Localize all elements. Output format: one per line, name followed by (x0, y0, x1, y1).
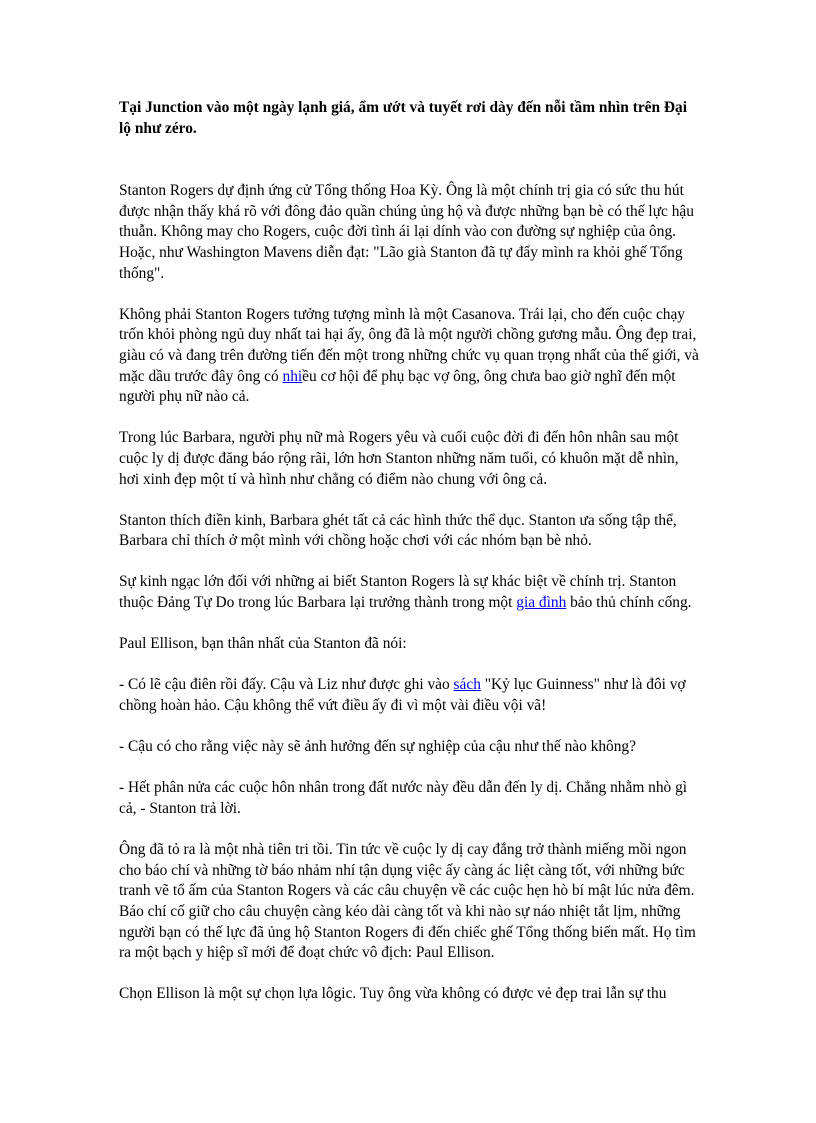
link-sach[interactable]: sách (453, 676, 481, 694)
paragraph-5 (119, 572, 699, 613)
paragraph-2 (119, 305, 699, 408)
link-gia-dinh[interactable]: gia đình (516, 594, 567, 612)
paragraph-7-text-before: - Có lẽ cậu điên rồi đấy. Cậu và Liz như được ghi vào (119, 676, 454, 694)
paragraph-2-text-before: Không phải Stanton Rogers tưởng tượng mình là một Casanova. Trái lại, cho đến cuộc chạy trốn khỏi phòng ngủ duy nhất tai hại ấy, ông đã là một người chồng gương mẫu. Ông đẹp trai, giàu có và đang trên đường tiến đến một trong những chức vụ quan trọng nhất của thế giới, và mặc dầu trước đây ông có (119, 305, 699, 385)
paragraph-8: - Cậu có cho rằng việc này sẽ ảnh hưởng đến sự nghiệp của cậu như thế nào không? (119, 738, 636, 756)
paragraph-6: Paul Ellison, bạn thân nhất của Stanton đã nói: (119, 635, 407, 653)
paragraph-11: Chọn Ellison là một sự chọn lựa lôgic. Tuy ông vừa không có được vẻ đẹp trai lẫn sự thu (119, 985, 667, 1003)
paragraph-4: Stanton thích điền kinh, Barbara ghét tất cả các hình thức thể dục. Stanton ưa sống tập thể, Barbara chỉ thích ở một mình với chồng hoặc chơi với các nhóm bạn bè nhỏ. (119, 511, 677, 550)
document-page (119, 98, 699, 1026)
paragraph-9: - Hết phân nửa các cuộc hôn nhân trong đất nước này đều dẫn đến ly dị. Chẳng nhằm nhò gì cả, - Stanton trả lời. (119, 779, 688, 817)
paragraph-10: Ông đã tỏ ra là một nhà tiên tri tồi. Tin tức về cuộc ly dị cay đắng trở thành miếng mồi ngon cho báo chí và những tờ báo nhảm nhí tận dụng việc ấy càng ác liệt càng tốt, với những bức tranh vẽ tổ ấm của Stanton Rogers và các câu chuyện về các cuộc hẹn hò bí mật lúc nửa đêm. Báo chí cố giữ cho câu chuyện càng kéo dài càng tốt và khi nào sự náo nhiệt tắt lịm, những người bạn có thế lực đã ủng hộ Stanton Rogers đi đến chiếc ghế Tổng thống biến mất. Họ tìm ra một bạch y hiệp sĩ mới để đoạt chức vô địch: Paul Ellison. (119, 841, 696, 962)
paragraph-7 (119, 675, 699, 716)
link-nhi[interactable]: nhi (282, 367, 303, 385)
paragraph-1: Stanton Rogers dự định ứng cử Tổng thống Hoa Kỳ. Ông là một chính trị gia có sức thu hút được nhận thấy khá rõ với đông đảo quần chúng ủng hộ và được những bạn bè có thế lực hậu thuẫn. Không may cho Rogers, cuộc đời tình ái lại dính vào con đường sự nghiệp của ông. Hoặc, như Washington Mavens diễn đạt: "Lão già Stanton đã tự đẩy mình ra khỏi ghế Tổng thống". (119, 182, 694, 282)
paragraph-2-text-after: ều cơ hội để phụ bạc vợ ông, ông chưa bao giờ nghĩ đến một người phụ nữ nào cả. (119, 367, 676, 406)
paragraph-3: Trong lúc Barbara, người phụ nữ mà Rogers yêu và cuối cuộc đời đi đến hôn nhân sau một cuộc ly dị được đăng báo rộng rãi, lớn hơn Stanton những năm tuổi, có khuôn mặt dễ nhìn, hơi xinh đẹp một tí và hình như chẳng có điểm nào chung với ông cả. (119, 429, 679, 488)
paragraph-5-text-after: bảo thủ chính cống. (566, 594, 692, 612)
paragraph-5-text-before: Sự kinh ngạc lớn đối với những ai biết Stanton Rogers là sự khác biệt về chính trị. Stanton thuộc Đảng Tự Do trong lúc Barbara lại trưởng thành trong một (119, 573, 677, 612)
paragraph-7-text-after: "Kỷ lục Guinness" như là đôi vợ chồng hoàn hảo. Cậu không thể vứt điều ấy đi vì một vài điều vội vã! (119, 676, 686, 715)
document-title: Tại Junction vào một ngày lạnh giá, ẩm ướt và tuyết rơi dày đến nỗi tầm nhìn trên Đại lộ như zéro. (119, 99, 687, 137)
